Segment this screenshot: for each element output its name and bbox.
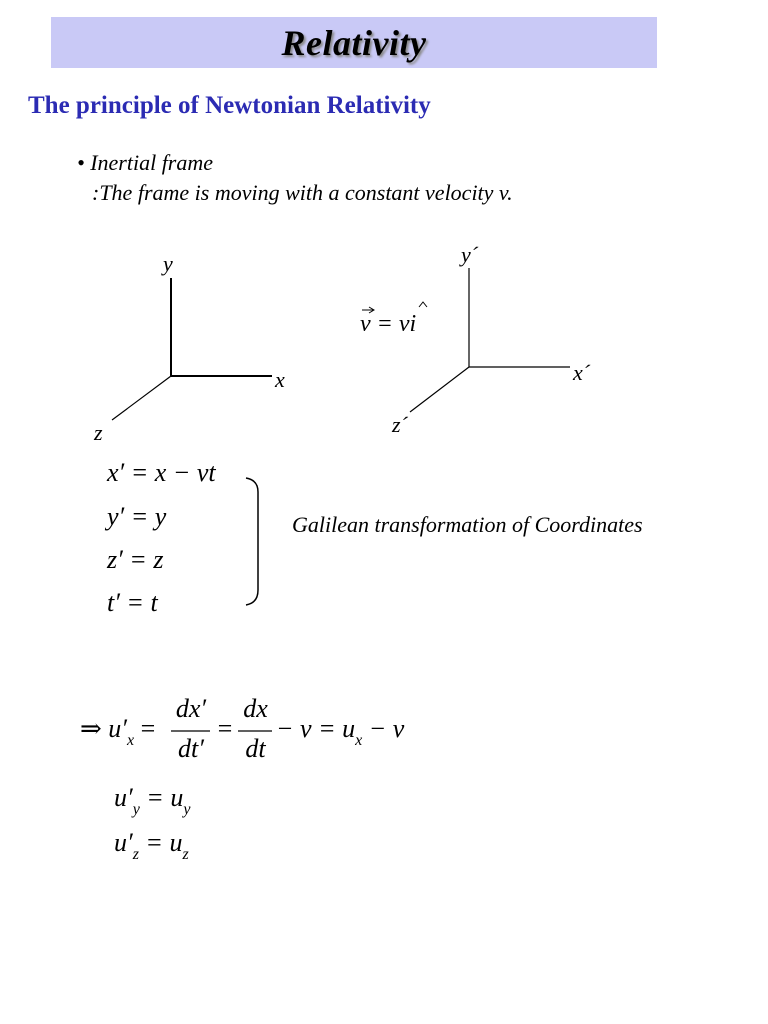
eq-y-transform: y′ = y bbox=[107, 502, 167, 531]
unit-vector-hat-icon bbox=[419, 302, 427, 307]
eq-uy bbox=[114, 783, 191, 818]
uy-subscript: y bbox=[132, 801, 140, 818]
frame-sp-x-label: x´ bbox=[573, 360, 591, 385]
ux-subscript: x bbox=[126, 732, 135, 749]
frame-s-prime bbox=[391, 242, 591, 437]
frame-sp-y-label: y´ bbox=[461, 242, 479, 267]
bullet-definition: :The frame is moving with a constant velocity v. bbox=[92, 180, 513, 205]
ux-prime: u′ bbox=[108, 714, 127, 743]
eq-t-transform: t′ = t bbox=[107, 588, 158, 617]
uz-subscript: z bbox=[132, 846, 139, 863]
velocity-eq-text: v = vi bbox=[360, 311, 417, 337]
equals-sign-2: = bbox=[216, 714, 234, 743]
rhs-part-a: − v = u bbox=[276, 714, 356, 743]
brace-icon bbox=[246, 478, 258, 605]
rhs-part-b: − v bbox=[368, 714, 405, 743]
galilean-caption: Galilean transformation of Coordinates bbox=[292, 512, 643, 537]
uz-prime: u′ bbox=[114, 828, 133, 857]
section-heading: The principle of Newtonian Relativity bbox=[28, 92, 431, 119]
velocity-equation bbox=[360, 302, 427, 337]
frame-s-z-label: z bbox=[94, 420, 103, 445]
uz-rhs: = u bbox=[145, 828, 183, 857]
fraction-1-denominator: dt′ bbox=[178, 734, 204, 763]
frame-s-z-axis bbox=[112, 376, 171, 420]
fraction-2-numerator: dx bbox=[243, 694, 268, 723]
frame-s bbox=[93, 251, 285, 445]
page-title: Relativity bbox=[281, 22, 427, 63]
uz-rhs-subscript: z bbox=[182, 846, 189, 863]
eq-x-transform: x′ = x − vt bbox=[107, 458, 216, 487]
uy-prime: u′ bbox=[114, 783, 133, 812]
rhs-subscript: x bbox=[355, 732, 363, 749]
bullet-term: Inertial frame bbox=[90, 150, 214, 175]
frame-sp-z-axis bbox=[410, 367, 469, 412]
fraction-2-denominator: dt bbox=[245, 734, 266, 763]
equals-sign: = bbox=[140, 714, 156, 743]
uy-rhs: = u bbox=[146, 783, 184, 812]
eq-z-transform: z′ = z bbox=[107, 545, 164, 574]
frame-s-y-label: y bbox=[163, 251, 173, 276]
fraction-1-numerator: dx′ bbox=[175, 694, 207, 723]
velocity-transform-rhs bbox=[276, 714, 405, 749]
frame-s-x-label: x bbox=[275, 367, 285, 392]
velocity-transform-lhs bbox=[80, 714, 156, 749]
uy-rhs-subscript: y bbox=[183, 801, 191, 818]
bullet-marker: • bbox=[77, 150, 85, 175]
frame-sp-z-label: z´ bbox=[392, 412, 408, 437]
eq-uz bbox=[114, 828, 189, 863]
implies-arrow-icon: ⇒ bbox=[80, 714, 102, 743]
